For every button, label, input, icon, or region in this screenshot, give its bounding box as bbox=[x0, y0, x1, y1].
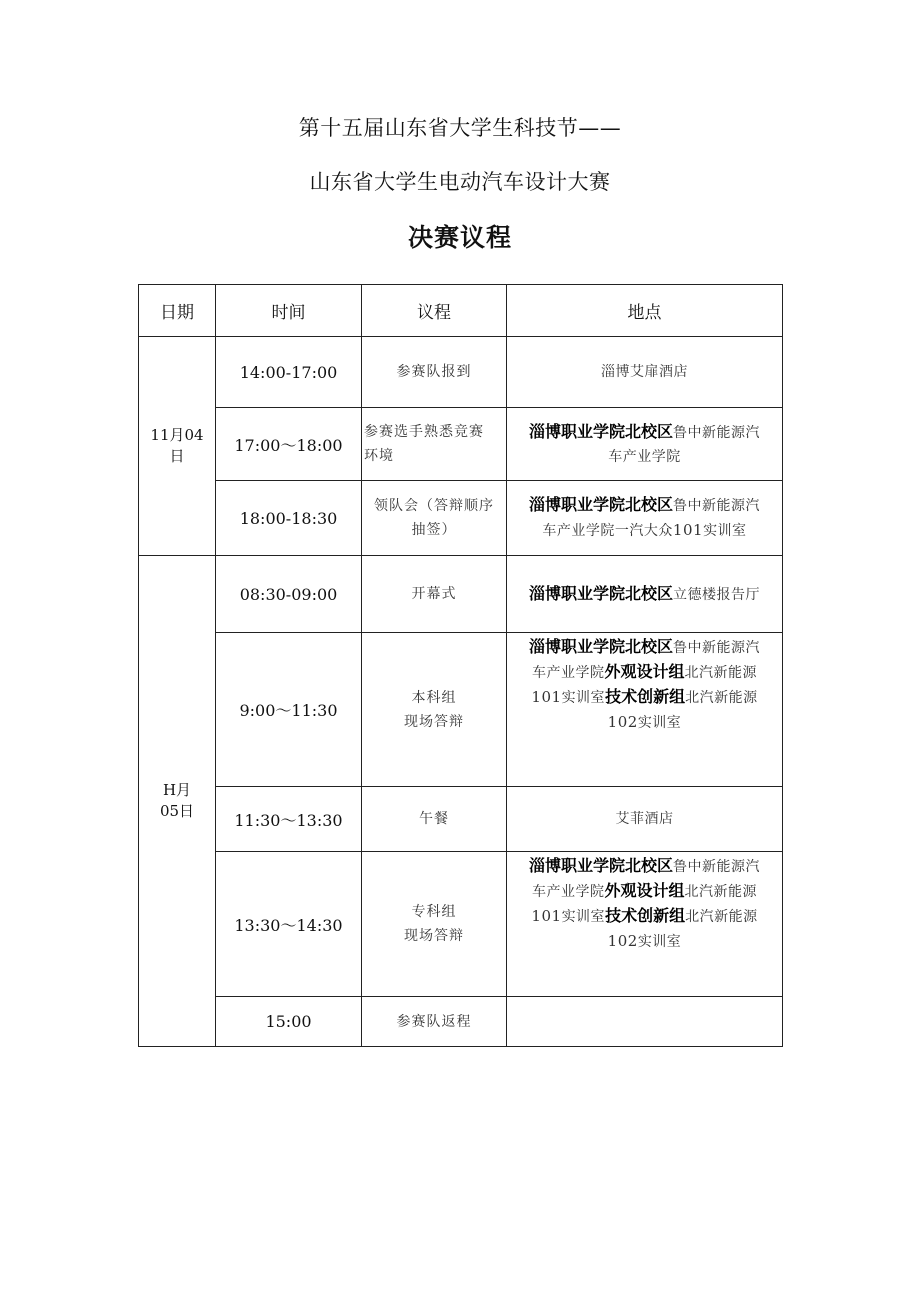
table-row bbox=[139, 852, 783, 997]
table-row bbox=[139, 997, 783, 1047]
place-cell: 淄博职业学院北校区立德楼报告厅 bbox=[507, 556, 783, 633]
title-agenda: 决赛议程 bbox=[407, 223, 512, 252]
table-row bbox=[139, 408, 783, 481]
time-cell: 17:00～18:00 bbox=[216, 408, 362, 481]
item-cell: 参赛队报到 bbox=[362, 337, 507, 408]
time-cell: 14:00-17:00 bbox=[216, 337, 362, 408]
item-cell: 专科组 现场答辩 bbox=[362, 852, 507, 997]
table-row bbox=[139, 787, 783, 852]
header-place: 地点 bbox=[507, 285, 783, 337]
place-cell: 淄博艾扉酒店 bbox=[507, 337, 783, 408]
time-cell: 08:30-09:00 bbox=[216, 556, 362, 633]
header-date: 日期 bbox=[139, 285, 216, 337]
table-row bbox=[139, 481, 783, 556]
time-cell: 11:30～13:30 bbox=[216, 787, 362, 852]
date-cell-day2: H月 05日 bbox=[139, 556, 216, 1047]
item-cell: 午餐 bbox=[362, 787, 507, 852]
title-line-2: 山东省大学生电动汽车设计大赛 bbox=[309, 170, 611, 194]
time-cell: 15:00 bbox=[216, 997, 362, 1047]
table-row bbox=[139, 556, 783, 633]
place-cell: 淄博职业学院北校区鲁中新能源汽 车产业学院外观设计组北汽新能源 101实训室技术创新组北汽新能源 102实训室 bbox=[507, 852, 783, 997]
place-cell: 淄博职业学院北校区鲁中新能源汽 车产业学院一汽大众101实训室 bbox=[507, 481, 783, 556]
place-cell: 淄博职业学院北校区鲁中新能源汽 车产业学院外观设计组北汽新能源 101实训室技术创新组北汽新能源 102实训室 bbox=[507, 633, 783, 787]
item-cell: 领队会（答辩顺序 抽签） bbox=[362, 481, 507, 556]
header-time: 时间 bbox=[216, 285, 362, 337]
place-cell: 淄博职业学院北校区鲁中新能源汽 车产业学院 bbox=[507, 408, 783, 481]
time-cell: 18:00-18:30 bbox=[216, 481, 362, 556]
time-cell: 13:30～14:30 bbox=[216, 852, 362, 997]
item-cell: 本科组 现场答辩 bbox=[362, 633, 507, 787]
item-cell: 开幕式 bbox=[362, 556, 507, 633]
table-row bbox=[139, 337, 783, 408]
item-cell: 参赛选手熟悉竞赛 环境 bbox=[362, 408, 507, 481]
place-cell bbox=[507, 997, 783, 1047]
table-row bbox=[139, 633, 783, 787]
table-header-row bbox=[139, 285, 783, 337]
agenda-table bbox=[138, 284, 783, 1047]
header-item: 议程 bbox=[362, 285, 507, 337]
item-cell: 参赛队返程 bbox=[362, 997, 507, 1047]
date-cell-day1: 11月04 日 bbox=[139, 337, 216, 556]
place-cell: 艾菲酒店 bbox=[507, 787, 783, 852]
time-cell: 9:00～11:30 bbox=[216, 633, 362, 787]
title-line-1: 第十五届山东省大学生科技节—— bbox=[298, 116, 622, 140]
